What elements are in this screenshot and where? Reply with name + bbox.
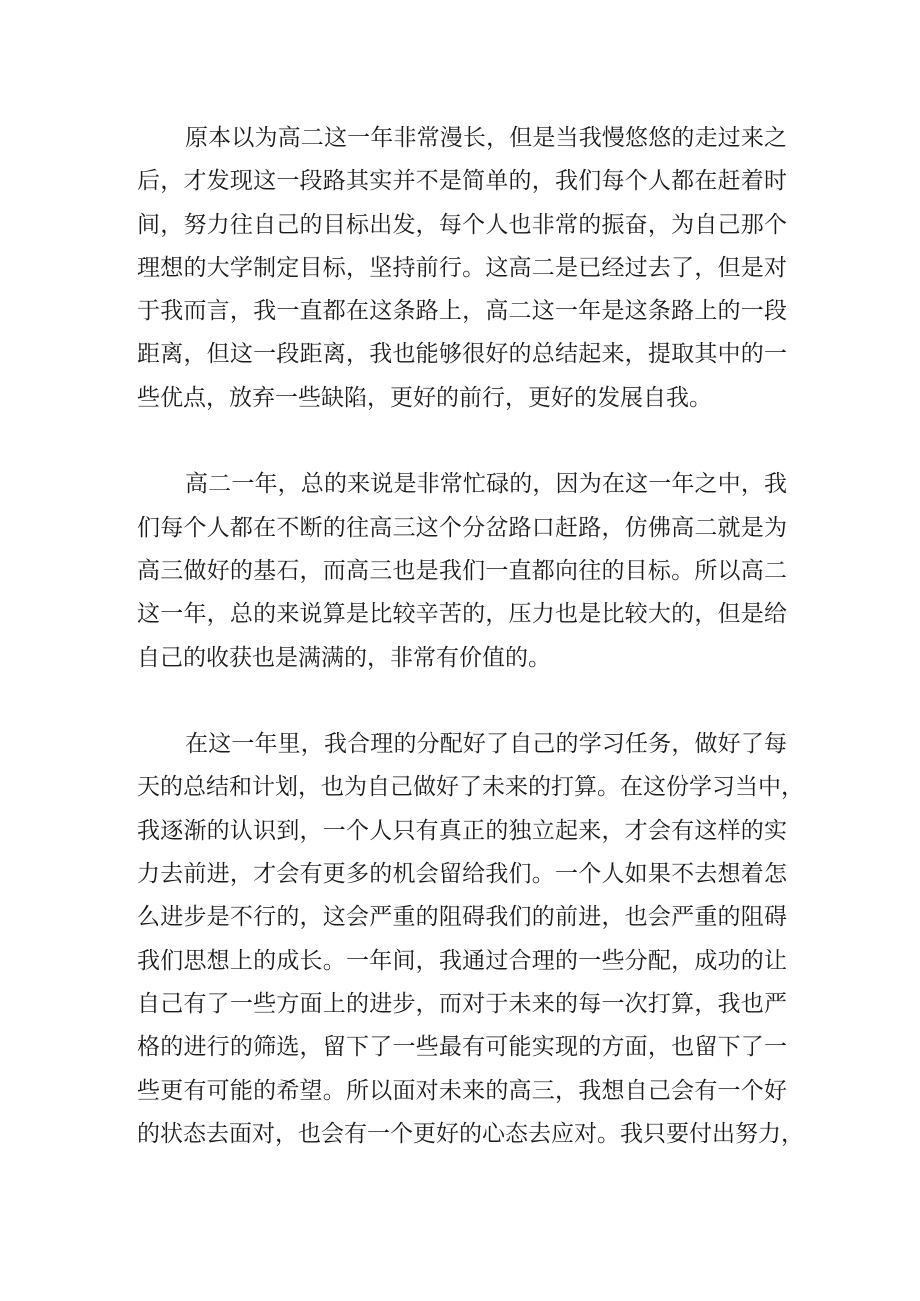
text-line: 高二一年，总的来说是非常忙碌的，因为在这一年之中，我	[185, 471, 787, 498]
text-line: 格的进行的筛选，留下了一些最有可能实现的方面，也留下了一	[137, 1034, 787, 1061]
text-line: 么进步是不行的，这会严重的阻碍我们的前进，也会严重的阻碍	[137, 904, 787, 931]
text-line: 间，努力往自己的目标出发，每个人也非常的振奋，为自己那个	[137, 211, 787, 238]
text-line: 些优点，放弃一些缺陷，更好的前行，更好的发展自我。	[137, 384, 712, 411]
text-line: 原本以为高二这一年非常漫长，但是当我慢悠悠的走过来之	[185, 125, 787, 151]
text-line: 的状态去面对，也会有一个更好的心态去应对。我只要付出努力，	[137, 1120, 804, 1147]
text-line: 这一年，总的来说算是比较辛苦的，压力也是比较大的，但是给	[137, 601, 787, 628]
paragraph-spacer	[137, 680, 787, 723]
text-line: 后，才发现这一段路其实并不是简单的，我们每个人都在赶着时	[137, 168, 787, 195]
text-line: 自己有了一些方面上的进步，而对于未来的每一次打算，我也严	[137, 990, 787, 1017]
text-line: 在这一年里，我合理的分配好了自己的学习任务，做好了每	[185, 731, 787, 758]
document-body	[137, 117, 804, 1156]
text-line: 高三做好的基石，而高三也是我们一直都向往的目标。所以高二	[137, 557, 787, 584]
text-line: 自己的收获也是满满的，非常有价值的。	[137, 644, 551, 671]
text-line: 距离，但这一段距离，我也能够很好的总结起来，提取其中的一	[137, 341, 787, 368]
text-line: 力去前进，才会有更多的机会留给我们。一个人如果不去想着怎	[137, 861, 787, 888]
text-line: 些更有可能的希望。所以面对未来的高三，我想自己会有一个好	[137, 1077, 787, 1104]
paragraph-3	[137, 723, 804, 1156]
text-line: 们每个人都在不断的往高三这个分岔路口赶路，仿佛高二就是为	[137, 514, 787, 541]
text-line: 我逐渐的认识到，一个人只有真正的独立起来，才会有这样的实	[137, 817, 787, 844]
text-line: 于我而言，我一直都在这条路上，高二这一年是这条路上的一段	[137, 298, 787, 325]
text-line: 天的总结和计划，也为自己做好了未来的打算。在这份学习当中，	[137, 774, 804, 801]
paragraph-2	[137, 463, 787, 679]
text-line: 理想的大学制定目标，坚持前行。这高二是已经过去了，但是对	[137, 254, 787, 281]
paragraph-1	[137, 117, 787, 420]
text-line: 我们思想上的成长。一年间，我通过合理的一些分配，成功的让	[137, 947, 787, 974]
paragraph-spacer	[137, 420, 787, 463]
